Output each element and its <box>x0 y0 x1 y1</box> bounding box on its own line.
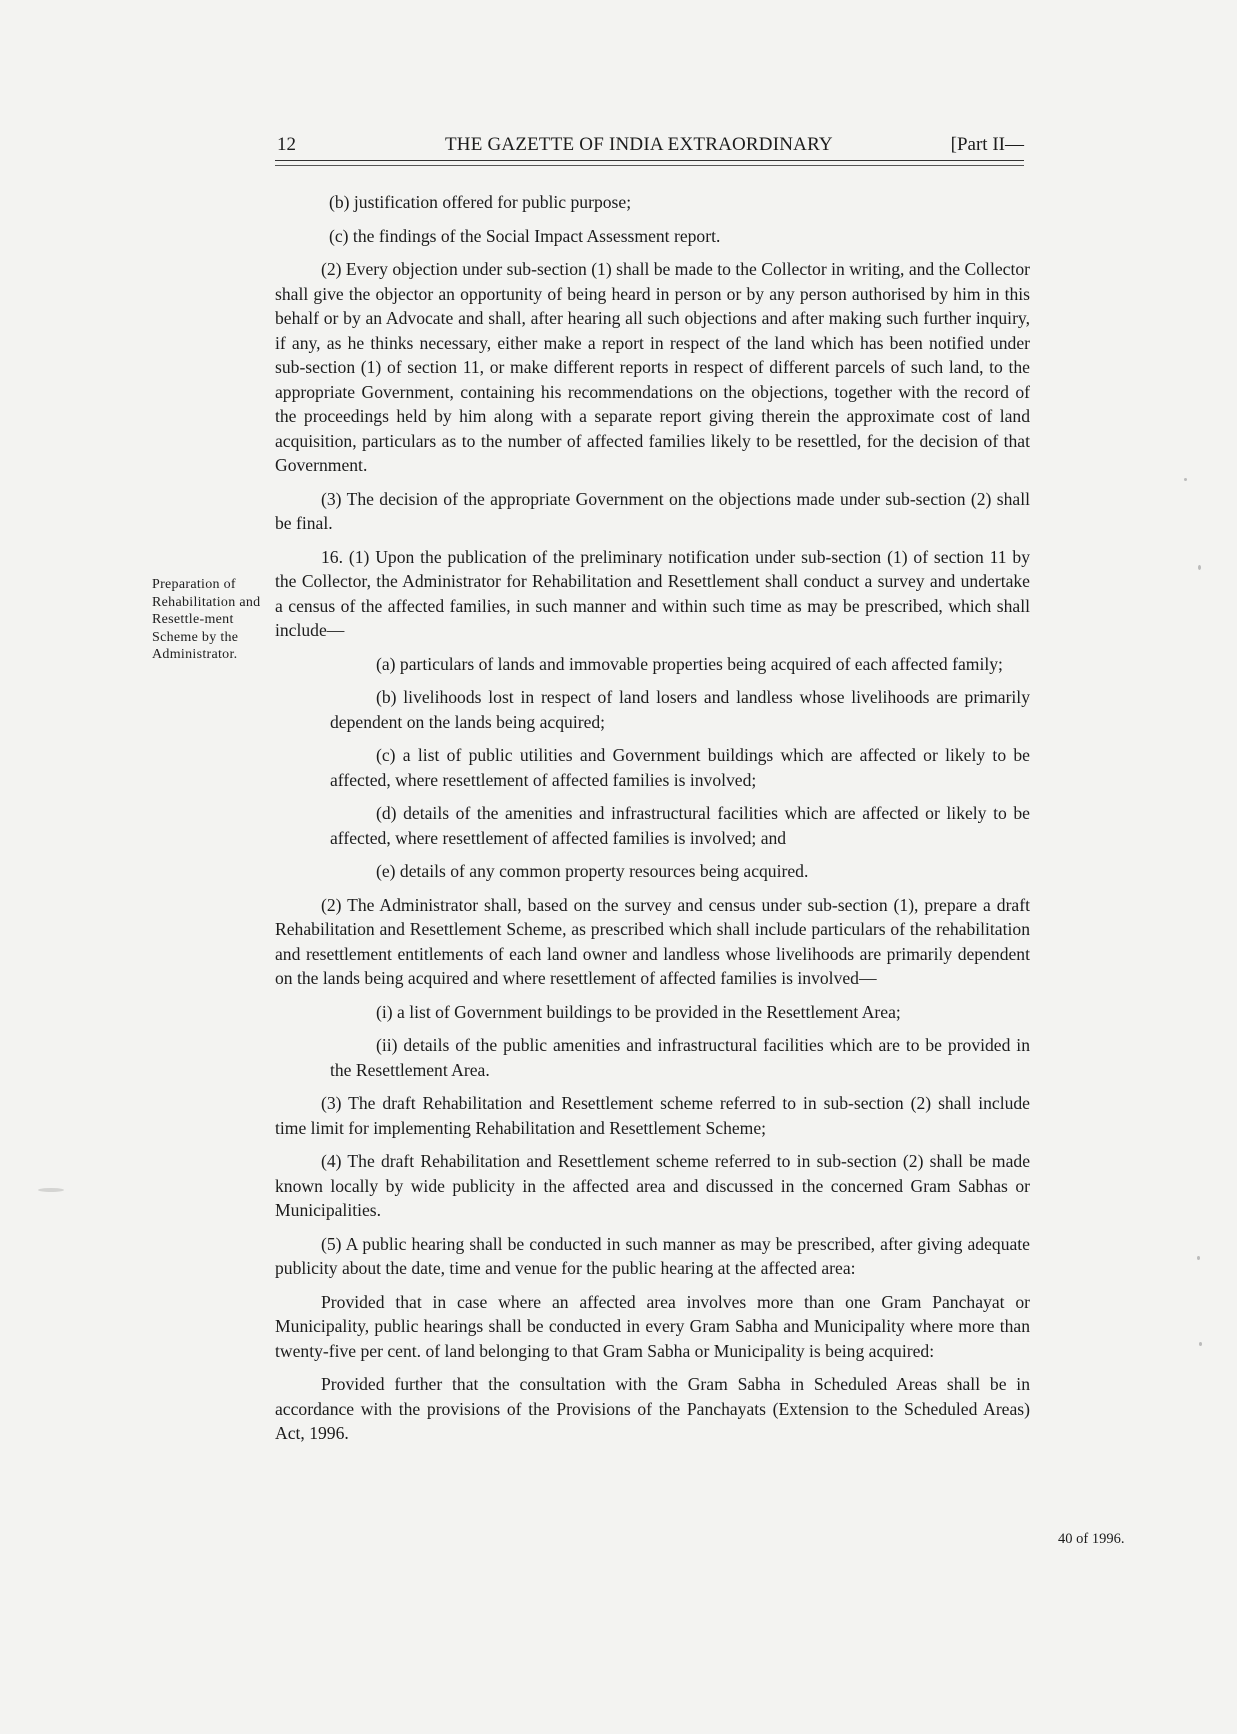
page-number: 12 <box>277 134 296 155</box>
clause-16-i: (i) a list of Government buildings to be provided in the Resettlement Area; <box>376 1001 901 1022</box>
margin-note: Preparation of Rehabilitation and Resettle-ment Scheme by the Administrator. <box>152 577 261 662</box>
page-header <box>275 130 1024 160</box>
header-rule-top <box>275 160 1024 161</box>
scan-speck <box>1199 1342 1202 1346</box>
subsection-3-decision: (3) The decision of the appropriate Government on the objections made under sub-section (2) shall be final. <box>275 488 1030 533</box>
clause-16-a: (a) particulars of lands and immovable properties being acquired of each affected family; <box>376 653 1003 674</box>
part-label: [Part II— <box>950 134 1024 155</box>
section-16-1: 16. (1) Upon the publication of the preliminary notification under sub-section (1) of section 11 by the Collector, the Administrator for Rehabilitation and Resettlement shall conduct a survey and undertake a census of the affected families, in such manner and within such time as may be prescribed, which shall include— <box>275 546 1030 640</box>
clause-16-b: (b) livelihoods lost in respect of land losers and landless whose livelihoods are primarily dependent on the lands being acquired; <box>330 687 1030 732</box>
header-rule-bottom <box>275 165 1024 166</box>
scan-speck <box>1197 1256 1200 1260</box>
section-16-4: (4) The draft Rehabilitation and Resettlement scheme referred to in sub-section (2) shall be made known locally by wide publicity in the affected area and discussed in the concerned Gram Sabhas or Municipalities. <box>275 1151 1030 1220</box>
clause-16-ii: (ii) details of the public amenities and infrastructural facilities which are to be provided in the Resettlement Area. <box>330 1035 1030 1080</box>
proviso-1: Provided that in case where an affected area involves more than one Gram Panchayat or Municipality, public hearings shall be conducted in every Gram Sabha and Municipality where more than twenty-five per cent. of land belonging to that Gram Sabha or Municipality is being acquired: <box>275 1291 1030 1361</box>
clause-c: (c) the findings of the Social Impact Assessment report. <box>329 225 721 246</box>
clause-b: (b) justification offered for public purpose; <box>329 192 632 212</box>
section-16-3: (3) The draft Rehabilitation and Resettlement scheme referred to in sub-section (2) shall include time limit for implementing Rehabilitation and Resettlement Scheme; <box>275 1093 1030 1138</box>
clause-16-e: (e) details of any common property resources being acquired. <box>376 861 809 881</box>
scan-speck <box>38 1188 64 1192</box>
clause-16-c: (c) a list of public utilities and Government buildings which are affected or likely to be affected, where resettlement of affected families is involved; <box>330 745 1030 790</box>
proviso-2: Provided further that the consultation with the Gram Sabha in Scheduled Areas shall be in accordance with the provisions of the Provisions of the Panchayats (Extension to the Scheduled Areas) Act, 1996. <box>275 1374 1030 1443</box>
clause-16-d: (d) details of the amenities and infrastructural facilities which are affected or likely to be affected, where resettlement of affected families is involved; and <box>330 803 1030 848</box>
subsection-2-objection: (2) Every objection under sub-section (1) shall be made to the Collector in writing, and the Collector shall give the objector an opportunity of being heard in person or by any person authorised by him in this behalf or by an Advocate and shall, after hearing all such objections and after making such further inquiry, if any, as he thinks necessary, either make a report in respect of the land which has been notified under sub-section (1) of section 11, or make different reports in respect of different parcels of such land, to the appropriate Government, containing his recommendations on the objections, together with the record of the proceedings held by him along with a separate report giving therein the approximate cost of land acquisition, particulars as to the number of affected families likely to be resettled, for the decision of that Government. <box>275 259 1030 475</box>
scan-speck <box>1198 565 1201 570</box>
margin-reference: 40 of 1996. <box>1058 1531 1125 1547</box>
section-16-2: (2) The Administrator shall, based on the survey and census under sub-section (1), prepare a draft Rehabilitation and Resettlement Scheme, as prescribed which shall include particulars of the rehabilitation and resettlement entitlements of each land owner and landless whose livelihoods are primarily dependent on the lands being acquired and where resettlement of affected families is involved— <box>275 894 1030 988</box>
document-body <box>275 190 1030 1455</box>
section-16-5: (5) A public hearing shall be conducted in such manner as may be prescribed, after giving adequate publicity about the date, time and venue for the public hearing at the affected area: <box>275 1233 1030 1278</box>
gazette-title: THE GAZETTE OF INDIA EXTRAORDINARY <box>445 134 833 155</box>
scan-speck <box>1184 478 1187 481</box>
